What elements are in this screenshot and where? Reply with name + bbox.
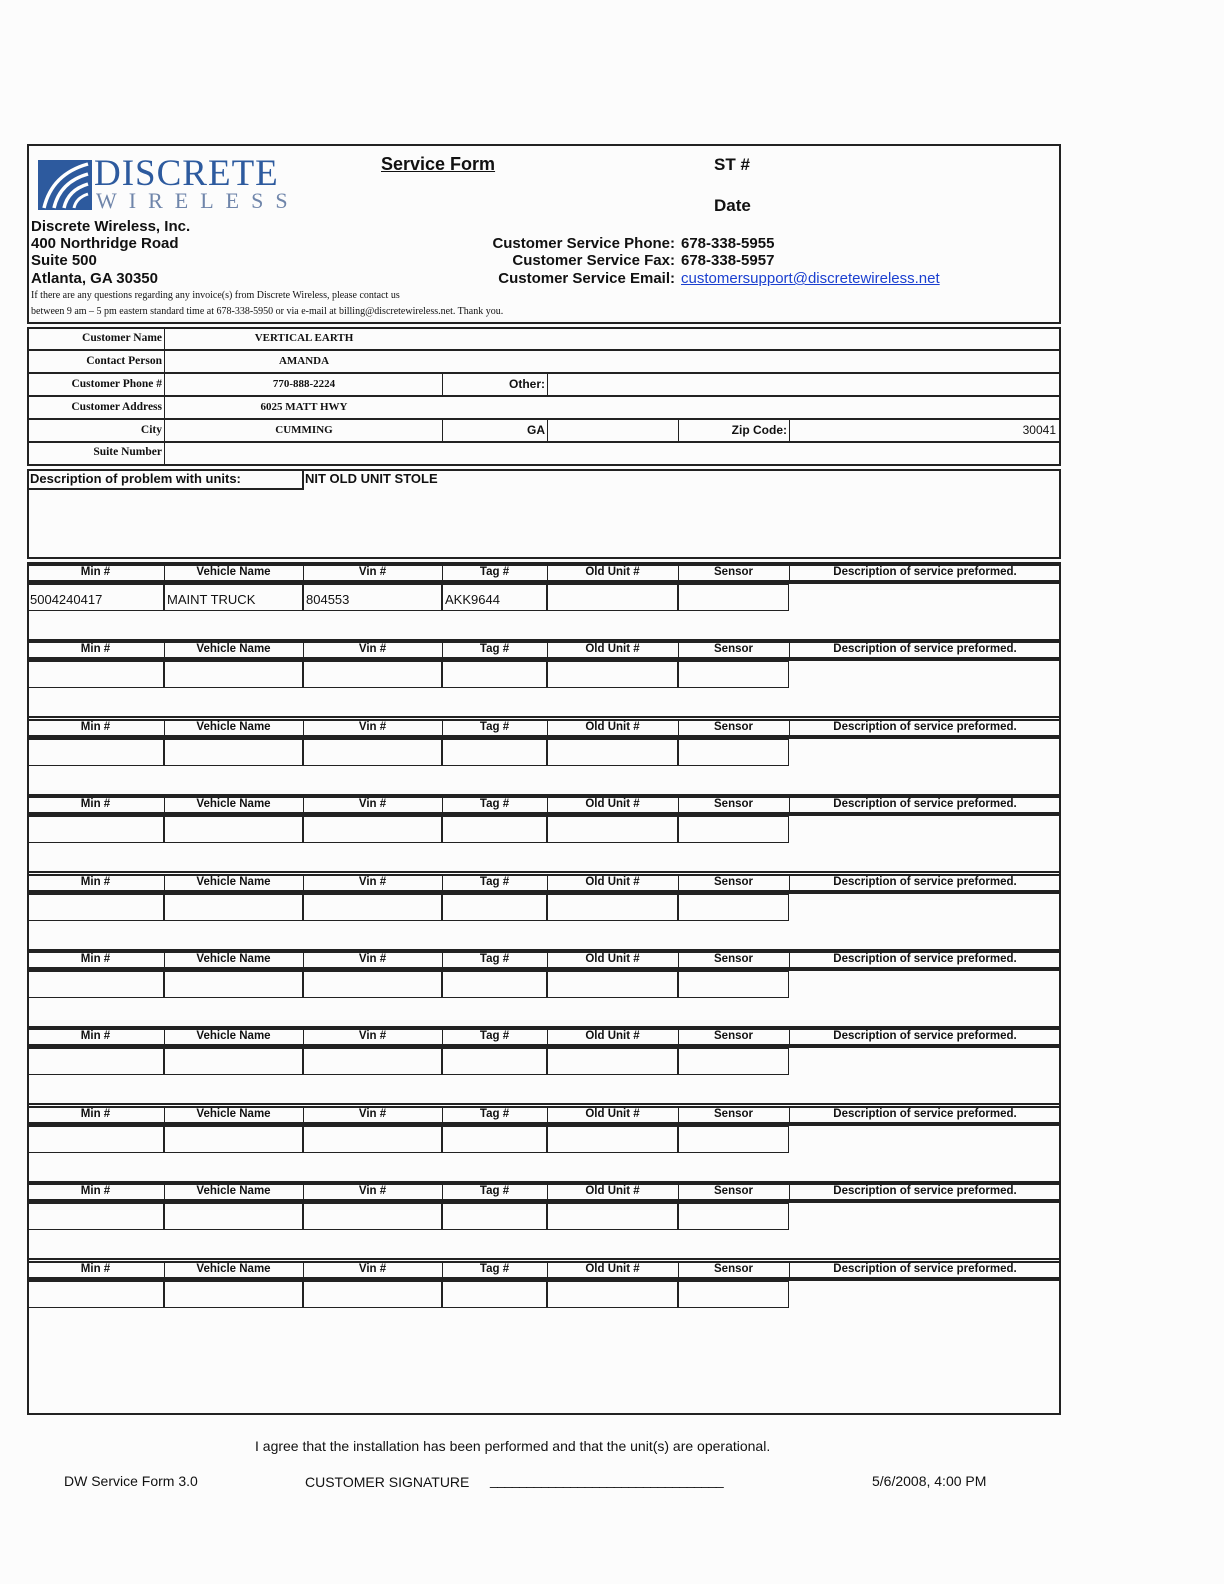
- column-header: Tag #: [479, 721, 510, 733]
- column-header: Vin #: [358, 953, 387, 965]
- column-header: Vehicle Name: [196, 643, 271, 655]
- column-header: Sensor: [714, 798, 753, 810]
- problem-description[interactable]: NIT OLD UNIT STOLE: [305, 471, 438, 486]
- suite-number-label: Suite Number: [93, 446, 162, 458]
- column-header: Min #: [80, 721, 111, 733]
- customer-address-value[interactable]: 6025 MATT HWY: [260, 401, 348, 413]
- company-logo: [38, 153, 308, 213]
- column-header: Vehicle Name: [196, 721, 271, 733]
- column-header: Vehicle Name: [196, 1263, 271, 1275]
- cs-fax-label: Customer Service Fax:: [512, 252, 675, 269]
- suite-number-value[interactable]: [168, 445, 1048, 462]
- column-header: Sensor: [714, 566, 753, 578]
- column-header: Min #: [80, 876, 111, 888]
- column-header: Vin #: [358, 566, 387, 578]
- column-header: Vehicle Name: [196, 876, 271, 888]
- column-header: Sensor: [714, 1185, 753, 1197]
- zip-code-label: Zip Code:: [731, 423, 787, 437]
- city-value[interactable]: CUMMING: [275, 424, 333, 436]
- column-header: Vehicle Name: [196, 1185, 271, 1197]
- column-header: Min #: [80, 1185, 111, 1197]
- column-header: Old Unit #: [585, 1263, 640, 1275]
- company-suite: Suite 500: [31, 252, 97, 269]
- column-header: Description of service preformed.: [833, 643, 1017, 655]
- column-header: Vin #: [358, 1185, 387, 1197]
- column-header: Description of service preformed.: [833, 1263, 1017, 1275]
- column-header: Vin #: [358, 1263, 387, 1275]
- column-header: Sensor: [714, 643, 753, 655]
- logo-swoosh-icon: [38, 160, 92, 210]
- st-number-label: ST #: [714, 155, 750, 174]
- other-label: Other:: [509, 377, 545, 391]
- column-header: Sensor: [714, 1263, 753, 1275]
- column-header: Sensor: [714, 953, 753, 965]
- service-cell-min[interactable]: 5004240417: [27, 584, 164, 611]
- service-cell-tag[interactable]: AKK9644: [442, 584, 547, 611]
- company-city: Atlanta, GA 30350: [31, 270, 158, 287]
- column-header: Vehicle Name: [196, 1108, 271, 1120]
- column-header: Sensor: [714, 721, 753, 733]
- cs-phone-label: Customer Service Phone:: [492, 235, 675, 252]
- billing-note-line2: between 9 am – 5 pm eastern standard time at 678-338-5950 or via e-mail at billing@discretewireless.net. Thank you.: [31, 306, 504, 317]
- column-header: Tag #: [479, 1108, 510, 1120]
- column-header: Sensor: [714, 1030, 753, 1042]
- customer-name-label: Customer Name: [82, 332, 162, 344]
- signature-line[interactable]: ________________________________: [490, 1472, 724, 1488]
- column-header: Description of service preformed.: [833, 953, 1017, 965]
- column-header: Vin #: [358, 876, 387, 888]
- column-header: Tag #: [479, 1185, 510, 1197]
- column-header: Old Unit #: [585, 1185, 640, 1197]
- column-header: Description of service preformed.: [833, 798, 1017, 810]
- column-header: Sensor: [714, 876, 753, 888]
- column-header: Old Unit #: [585, 1108, 640, 1120]
- agreement-text: I agree that the installation has been performed and that the unit(s) are operational.: [255, 1438, 771, 1454]
- form-version: DW Service Form 3.0: [64, 1473, 198, 1489]
- column-header: Min #: [80, 1030, 111, 1042]
- cs-fax-value: 678-338-5957: [681, 252, 775, 269]
- state-value[interactable]: GA: [527, 423, 545, 437]
- column-header: Tag #: [479, 1263, 510, 1275]
- column-header: Old Unit #: [585, 953, 640, 965]
- service-table-frame: [27, 562, 1061, 1415]
- column-header: Old Unit #: [585, 1030, 640, 1042]
- column-header: Old Unit #: [585, 876, 640, 888]
- column-header: Tag #: [479, 643, 510, 655]
- service-cell-vin[interactable]: 804553: [303, 584, 442, 611]
- column-header: Min #: [80, 1263, 111, 1275]
- zip-code-value[interactable]: 30041: [1022, 423, 1056, 437]
- column-header: Tag #: [479, 798, 510, 810]
- customer-phone-value[interactable]: 770-888-2224: [272, 378, 336, 390]
- column-header: Description of service preformed.: [833, 1030, 1017, 1042]
- column-header: Description of service preformed.: [833, 1108, 1017, 1120]
- column-header: Description of service preformed.: [833, 721, 1017, 733]
- column-header: Vin #: [358, 643, 387, 655]
- column-header: Tag #: [479, 1030, 510, 1042]
- column-header: Description of service preformed.: [833, 876, 1017, 888]
- cs-email-label: Customer Service Email:: [498, 270, 675, 287]
- column-header: Tag #: [479, 876, 510, 888]
- column-header: Tag #: [479, 953, 510, 965]
- column-header: Old Unit #: [585, 643, 640, 655]
- column-header: Vin #: [358, 721, 387, 733]
- column-header: Min #: [80, 798, 111, 810]
- column-header: Min #: [80, 953, 111, 965]
- city-label: City: [140, 424, 162, 436]
- column-header: Min #: [80, 566, 111, 578]
- column-header: Min #: [80, 1108, 111, 1120]
- cs-email-link[interactable]: customersupport@discretewireless.net: [681, 270, 940, 287]
- column-header: Old Unit #: [585, 721, 640, 733]
- column-header: Tag #: [479, 566, 510, 578]
- contact-person-label: Contact Person: [86, 355, 162, 367]
- column-header: Description of service preformed.: [833, 566, 1017, 578]
- column-header: Vehicle Name: [196, 1030, 271, 1042]
- column-header: Vin #: [358, 1108, 387, 1120]
- cs-phone-value: 678-338-5955: [681, 235, 775, 252]
- column-header: Vehicle Name: [196, 798, 271, 810]
- column-header: Description of service preformed.: [833, 1185, 1017, 1197]
- service-cell-vehicle[interactable]: MAINT TRUCK: [164, 584, 303, 611]
- logo-word-discrete: DISCRETE: [94, 153, 279, 194]
- signature-label: CUSTOMER SIGNATURE: [305, 1474, 470, 1490]
- column-header: Vin #: [358, 1030, 387, 1042]
- column-header: Sensor: [714, 1108, 753, 1120]
- column-header: Min #: [80, 643, 111, 655]
- column-header: Vin #: [358, 798, 387, 810]
- column-header: Old Unit #: [585, 566, 640, 578]
- form-title: Service Form: [381, 154, 496, 174]
- column-header: Vehicle Name: [196, 953, 271, 965]
- customer-name-value[interactable]: VERTICAL EARTH: [254, 332, 354, 344]
- company-name: Discrete Wireless, Inc.: [31, 218, 191, 235]
- company-street: 400 Northridge Road: [31, 235, 179, 252]
- logo-word-wireless: WIRELESS: [96, 188, 300, 213]
- form-timestamp: 5/6/2008, 4:00 PM: [872, 1473, 987, 1489]
- billing-note-line1: If there are any questions regarding any invoice(s) from Discrete Wireless, please contact us: [31, 290, 400, 301]
- other-value[interactable]: [551, 376, 1051, 393]
- customer-address-label: Customer Address: [71, 401, 162, 413]
- customer-phone-label: Customer Phone #: [71, 378, 162, 390]
- date-label: Date: [714, 196, 751, 215]
- column-header: Old Unit #: [585, 798, 640, 810]
- problem-label: Description of problem with units:: [30, 471, 241, 486]
- contact-person-value[interactable]: AMANDA: [278, 355, 330, 367]
- column-header: Vehicle Name: [196, 566, 271, 578]
